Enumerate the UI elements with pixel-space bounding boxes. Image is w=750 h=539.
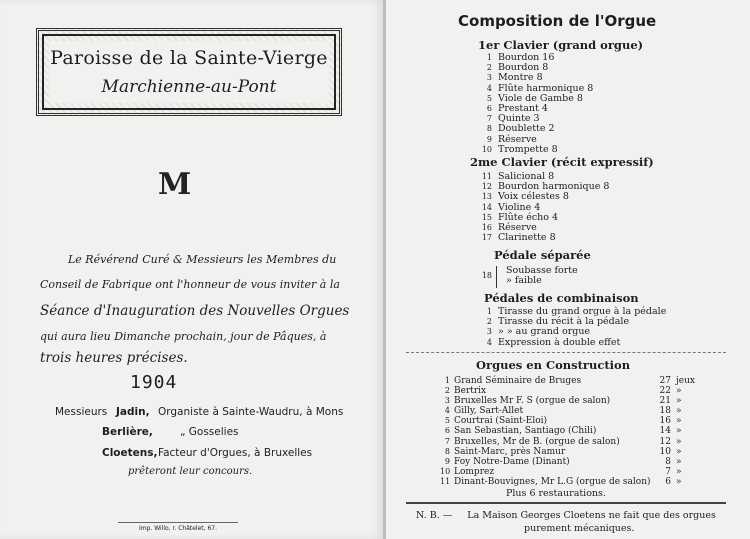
- orgues-list: [440, 376, 695, 487]
- performer-name: Jadin,: [116, 406, 150, 418]
- list-item: 2 Bourdon 8: [486, 62, 549, 74]
- list-item: 8 Doublette 2: [486, 123, 555, 135]
- right-page: [386, 0, 750, 539]
- table-row: 9 Foy Notre-Dame (Dinant) 8 »: [444, 456, 682, 467]
- invite-line-4: qui aura lieu Dimanche prochain, jour de Pâques, à: [40, 330, 327, 343]
- list-item: 3 Montre 8: [486, 72, 543, 84]
- list-item: 17 Clarinette 8: [481, 232, 556, 244]
- parish-title: Paroisse de la Sainte-Vierge: [50, 47, 328, 69]
- orgues-title: Orgues en Construction: [476, 358, 631, 372]
- list-item: 13 Voix célestes 8: [481, 191, 569, 203]
- invite-line-1: Le Révérend Curé & Messieurs les Membres du: [68, 253, 337, 266]
- pedale-line-2: » faible: [506, 275, 542, 286]
- list-item: 3 » » au grand orgue: [486, 326, 591, 338]
- invite-line-5: trois heures précises.: [40, 350, 188, 366]
- clavier1-list: [478, 53, 593, 155]
- table-row: 5 Courtrai (Saint-Eloi) 16 »: [444, 416, 682, 427]
- combinaison-title: Pédales de combinaison: [484, 291, 639, 305]
- monogram-icon: M: [158, 167, 192, 202]
- list-item: 7 Quinte 3: [486, 113, 540, 125]
- table-row: 7 Bruxelles, Mr de B. (orgue de salon) 12 »: [444, 436, 682, 447]
- list-item: 4 Flûte harmonique 8: [486, 82, 594, 94]
- list-item: 11 Salicional 8: [481, 171, 555, 182]
- composition-title: Composition de l'Orgue: [458, 12, 657, 30]
- table-row: 6 San Sebastian, Santiago (Chili) 14 »: [444, 426, 682, 437]
- parish-town: Marchienne-au-Pont: [101, 77, 277, 97]
- table-row: 11 Dinant-Bouvignes, Mr L.G (orgue de salon) 6 »: [440, 476, 682, 487]
- imprint: Imp. Willo, r. Châtelet, 67.: [118, 522, 238, 532]
- invite-line-2: Conseil de Fabrique ont l'honneur de vous inviter à la: [40, 278, 340, 291]
- table-row: 4 Gilly, Sart-Allet 18 »: [444, 406, 682, 417]
- list-item: 2 Tirasse du récit à la pédale: [486, 316, 630, 328]
- list-item: 6 Prestant 4: [486, 103, 548, 115]
- table-row: 2 Bertrix 22 »: [444, 386, 682, 397]
- list-item: 9 Réserve: [486, 133, 537, 145]
- list-item: 10 Trompette 8: [481, 143, 558, 155]
- year: 1904: [130, 372, 178, 393]
- pedale-number: 18: [481, 271, 492, 280]
- nb-text-2: purement mécaniques.: [524, 523, 635, 534]
- pedale-line-1: Soubasse forte: [506, 265, 578, 276]
- list-item: 16 Réserve: [481, 222, 537, 234]
- combinaison-list: [478, 307, 666, 348]
- nb-label: N. B. —: [416, 510, 453, 521]
- list-item: 1 Bourdon 16: [486, 52, 555, 63]
- list-item: 5 Viole de Gambe 8: [486, 92, 583, 104]
- title-frame: [36, 28, 342, 116]
- restaurations-line: Plus 6 restaurations.: [506, 488, 606, 499]
- performer-role: Organiste à Sainte-Waudru, à Mons: [158, 406, 344, 418]
- reply-line: prêteront leur concours.: [128, 466, 253, 477]
- nb-text-1: La Maison Georges Cloetens ne fait que des orgues: [467, 510, 716, 521]
- list-item: 12 Bourdon harmonique 8: [481, 181, 610, 193]
- pedale-title: Pédale séparée: [494, 248, 591, 262]
- divider: [406, 502, 726, 504]
- nota-bene: [416, 510, 726, 534]
- pedale-brace: [496, 266, 497, 288]
- table-row: 3 Bruxelles Mr F. S (orgue de salon) 21 »: [444, 396, 682, 407]
- messieurs-label: Messieurs: [55, 406, 108, 418]
- table-row: 10 Lomprez 7 »: [440, 466, 682, 477]
- clavier2-list: [478, 172, 609, 243]
- performer-name: Cloetens,: [102, 447, 158, 459]
- table-row: 1 Grand Séminaire de Bruges 27 jeux: [444, 376, 695, 386]
- list-item: 1 Tirasse du grand orgue à la pédale: [486, 306, 667, 317]
- performer-role: „ Gosselies: [180, 426, 239, 438]
- table-row: 8 Saint-Marc, près Namur 10 »: [444, 446, 682, 457]
- list-item: 15 Flûte écho 4: [481, 211, 559, 223]
- list-item: 4 Expression à double effet: [486, 336, 621, 348]
- list-item: 14 Violine 4: [481, 201, 541, 213]
- invite-line-3: Séance d'Inauguration des Nouvelles Orgues: [40, 303, 350, 319]
- clavier1-title: 1er Clavier (grand orgue): [478, 38, 644, 52]
- divider: [406, 352, 726, 353]
- performer-name: Berlière,: [102, 426, 153, 438]
- clavier2-title: 2me Clavier (récit expressif): [470, 155, 654, 169]
- performer-role: Facteur d'Orgues, à Bruxelles: [158, 447, 313, 459]
